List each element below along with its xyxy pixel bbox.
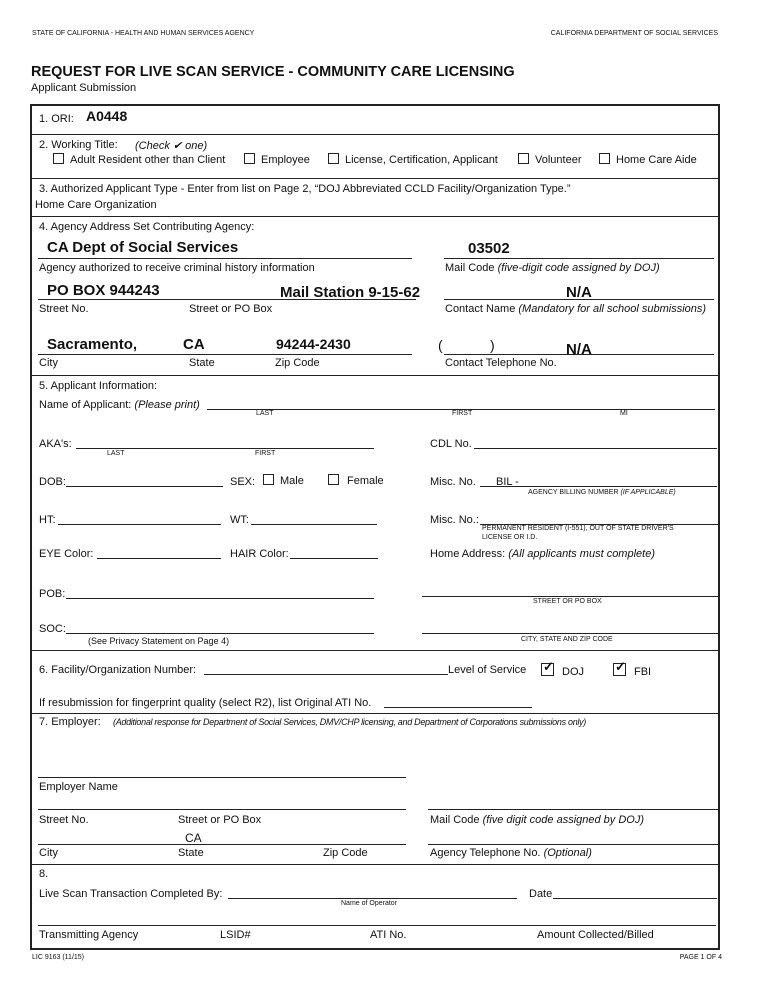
sex-female-option[interactable] xyxy=(328,474,384,487)
employer-name-caption: Employer Name xyxy=(39,781,118,793)
checkbox-icon[interactable] xyxy=(599,153,610,164)
weight-label: WT: xyxy=(230,514,249,526)
option-label: License, Certification, Applicant xyxy=(345,154,498,166)
checkbox-icon[interactable] xyxy=(518,153,529,164)
privacy-statement-note: (See Privacy Statement on Page 4) xyxy=(88,636,230,646)
employer-mail-code-input[interactable] xyxy=(428,809,718,810)
employer-note: (Additional response for Department of Social Services, DMV/CHP licensing, and Department of Corporations submissions only) xyxy=(113,717,586,727)
phone-caption: Contact Telephone No. xyxy=(445,357,557,369)
check-one-note: (Check ✔ one) xyxy=(135,140,208,152)
mail-code-value[interactable]: 03502 xyxy=(468,240,510,257)
aka-input[interactable] xyxy=(76,448,374,449)
pob-label: POB: xyxy=(39,588,66,600)
divider-2 xyxy=(30,178,720,179)
checkbox-icon[interactable] xyxy=(263,474,274,485)
misc-no-value[interactable]: BIL - xyxy=(496,476,519,488)
agency-phone-caption xyxy=(430,847,592,859)
doj-label: DOJ xyxy=(562,666,584,678)
option-employee[interactable] xyxy=(244,153,310,166)
ati-no-caption: ATI No. xyxy=(370,929,407,941)
agency-name-value[interactable]: CA Dept of Social Services xyxy=(47,239,239,256)
original-ati-input[interactable] xyxy=(384,707,532,708)
city-line xyxy=(38,354,412,355)
street-po-box-caption: STREET OR PO BOX xyxy=(533,598,602,605)
department-header: CALIFORNIA DEPARTMENT OF SOCIAL SERVICES xyxy=(550,30,718,37)
hair-color-label: HAIR Color: xyxy=(230,548,289,560)
phone-open-paren: ( xyxy=(438,337,443,353)
zip-value[interactable]: 94244-2430 xyxy=(276,336,351,352)
completed-by-label: Live Scan Transaction Completed By: xyxy=(39,888,223,900)
billing-caption-note: (IF APPLICABLE) xyxy=(620,489,676,496)
billing-caption-text: AGENCY BILLING NUMBER xyxy=(528,489,619,496)
pob-input[interactable] xyxy=(66,598,374,599)
applicant-info-label: 5. Applicant Information: xyxy=(39,380,158,392)
cdl-input[interactable] xyxy=(474,448,717,449)
facility-number-label: 6. Facility/Organization Number: xyxy=(39,664,197,676)
employer-mail-code-text: Mail Code xyxy=(430,814,480,826)
employer-mail-code-note: (five digit code assigned by DOJ) xyxy=(482,814,645,826)
operator-name-input[interactable] xyxy=(228,898,517,899)
first-caption: FIRST xyxy=(452,410,473,417)
last-caption: LAST xyxy=(256,410,274,417)
employer-state-value[interactable]: CA xyxy=(185,831,202,845)
soc-label: SOC: xyxy=(39,623,66,635)
applicant-type-value[interactable]: Home Care Organization xyxy=(35,199,157,211)
checkbox-icon[interactable] xyxy=(53,153,64,164)
employer-street-po-caption: Street or PO Box xyxy=(178,814,262,826)
employer-label: 7. Employer: xyxy=(39,716,101,728)
option-home-care-aide[interactable] xyxy=(599,153,697,166)
female-label: Female xyxy=(347,475,384,487)
sex-label: SEX: xyxy=(230,476,256,488)
employer-street-input[interactable] xyxy=(38,809,406,810)
divider-3 xyxy=(30,216,720,217)
option-label: Volunteer xyxy=(535,154,582,166)
fbi-option[interactable] xyxy=(613,663,651,678)
employer-state-caption: State xyxy=(178,847,204,859)
page-number: PAGE 1 OF 4 xyxy=(679,954,722,961)
ori-label: 1. ORI: xyxy=(39,113,74,125)
level-of-service-label: Level of Service xyxy=(448,664,527,676)
divider-1 xyxy=(30,134,720,135)
dob-input[interactable] xyxy=(66,486,223,487)
option-license[interactable] xyxy=(328,153,498,166)
city-value[interactable]: Sacramento, xyxy=(47,336,138,353)
contact-name-caption-text: Contact Name xyxy=(445,303,516,315)
checkmark-icon[interactable] xyxy=(613,663,626,676)
fbi-label: FBI xyxy=(634,666,652,678)
divider-7 xyxy=(30,864,720,865)
mi-caption: MI xyxy=(620,410,628,417)
weight-input[interactable] xyxy=(251,524,377,525)
checkbox-icon[interactable] xyxy=(328,474,339,485)
checkmark-icon[interactable] xyxy=(541,663,554,676)
city-caption: City xyxy=(39,357,58,369)
section-8-label: 8. xyxy=(39,868,49,880)
contact-name-caption xyxy=(445,303,706,315)
misc-no2-label: Misc. No.: xyxy=(430,514,479,526)
ori-value[interactable]: A0448 xyxy=(86,108,128,124)
facility-number-input[interactable] xyxy=(204,674,448,675)
amount-collected-caption: Amount Collected/Billed xyxy=(537,929,654,941)
employer-phone-input[interactable] xyxy=(428,844,718,845)
mail-code-note: (five-digit code assigned by DOJ) xyxy=(497,262,660,274)
state-caption: State xyxy=(189,357,215,369)
form-number: LIC 9163 (11/15) xyxy=(32,954,85,961)
city-state-zip-caption: CITY, STATE AND ZIP CODE xyxy=(521,636,613,643)
agency-address-label: 4. Agency Address Set Contributing Agency: xyxy=(39,221,255,233)
state-value[interactable]: CA xyxy=(183,336,205,353)
misc-no-input[interactable] xyxy=(480,486,717,487)
contact-name-note: (Mandatory for all school submissions) xyxy=(518,303,707,315)
phone-value[interactable]: N/A xyxy=(566,341,592,358)
transaction-line[interactable] xyxy=(38,925,716,926)
street-po-caption: Street or PO Box xyxy=(189,303,273,315)
hair-color-input[interactable] xyxy=(290,558,378,559)
option-label: Employee xyxy=(261,154,310,166)
date-label: Date xyxy=(529,888,553,900)
aka-first-caption: FIRST xyxy=(255,450,276,457)
aka-last-caption: LAST xyxy=(107,450,125,457)
street-line xyxy=(38,299,416,300)
agency-phone-text: Agency Telephone No. xyxy=(430,847,541,859)
height-input[interactable] xyxy=(58,524,221,525)
mail-code-line xyxy=(444,258,714,259)
sex-male-option[interactable] xyxy=(263,474,304,487)
checkbox-icon[interactable] xyxy=(244,153,255,164)
applicant-type-label: 3. Authorized Applicant Type - Enter from list on Page 2, “DOJ Abbreviated CCLD Facility/Organization Type.” xyxy=(39,183,571,195)
lsid-caption: LSID# xyxy=(220,929,251,941)
home-street-input[interactable] xyxy=(422,596,718,597)
agency-header: STATE OF CALIFORNIA - HEALTH AND HUMAN SERVICES AGENCY xyxy=(32,30,255,37)
employer-zip-caption: Zip Code xyxy=(323,847,368,859)
checkbox-icon[interactable] xyxy=(328,153,339,164)
height-label: HT: xyxy=(39,514,56,526)
home-address-label-text: Home Address: xyxy=(430,548,506,560)
cdl-label: CDL No. xyxy=(430,438,472,450)
employer-street-no-caption: Street No. xyxy=(39,814,89,826)
aka-label: AKA's: xyxy=(39,438,72,450)
applicant-name-label xyxy=(39,399,200,411)
divider-4 xyxy=(30,375,720,376)
home-address-label xyxy=(430,548,655,560)
contact-name-line xyxy=(444,299,714,300)
street-no-caption: Street No. xyxy=(39,303,89,315)
form-title: REQUEST FOR LIVE SCAN SERVICE - COMMUNITY CARE LICENSING xyxy=(31,64,515,80)
license-id-caption: LICENSE OR I.D. xyxy=(482,534,538,541)
eye-color-label: EYE Color: xyxy=(39,548,94,560)
doj-option[interactable] xyxy=(541,663,584,678)
resubmission-label: If resubmission for fingerprint quality (select R2), list Original ATI No. xyxy=(39,697,372,709)
mail-code-caption-text: Mail Code xyxy=(445,262,495,274)
phone-line xyxy=(444,354,714,355)
option-adult-resident[interactable] xyxy=(53,153,225,166)
divider-5 xyxy=(30,650,720,651)
employer-city-input[interactable] xyxy=(38,844,406,845)
agency-name-line xyxy=(38,258,412,259)
home-city-input[interactable] xyxy=(422,633,718,634)
home-address-note: (All applicants must complete) xyxy=(508,548,655,560)
operator-caption: Name of Operator xyxy=(341,900,398,907)
date-input[interactable] xyxy=(553,898,717,899)
agency-phone-note: (Optional) xyxy=(543,847,592,859)
please-print-note: (Please print) xyxy=(134,399,200,411)
working-title-label: 2. Working Title: xyxy=(39,139,118,151)
form-subtitle: Applicant Submission xyxy=(31,82,137,94)
employer-name-input[interactable] xyxy=(38,777,406,778)
employer-city-caption: City xyxy=(39,847,58,859)
street-no-value[interactable]: PO BOX 944243 xyxy=(47,282,160,299)
misc-no-label: Misc. No. xyxy=(430,476,476,488)
phone-close-paren: ) xyxy=(490,337,495,353)
divider-6 xyxy=(30,713,720,714)
option-label: Home Care Aide xyxy=(616,154,697,166)
zip-caption: Zip Code xyxy=(275,357,320,369)
permanent-resident-caption: PERMANENT RESIDENT (I-551), OUT OF STATE DRIVER'S xyxy=(482,525,674,532)
mail-code-caption xyxy=(445,262,660,274)
contact-name-value[interactable]: N/A xyxy=(566,284,592,301)
agency-name-caption: Agency authorized to receive criminal history information xyxy=(39,262,315,274)
male-label: Male xyxy=(280,475,304,487)
option-label: Adult Resident other than Client xyxy=(70,154,226,166)
transmitting-agency-caption: Transmitting Agency xyxy=(39,929,139,941)
soc-input[interactable] xyxy=(66,633,374,634)
option-volunteer[interactable] xyxy=(518,153,581,166)
employer-mail-code-caption xyxy=(430,814,644,826)
street-po-value[interactable]: Mail Station 9-15-62 xyxy=(280,284,421,301)
billing-caption xyxy=(528,489,676,496)
eye-color-input[interactable] xyxy=(97,558,221,559)
applicant-name-label-text: Name of Applicant: xyxy=(39,399,132,411)
dob-label: DOB: xyxy=(39,476,66,488)
